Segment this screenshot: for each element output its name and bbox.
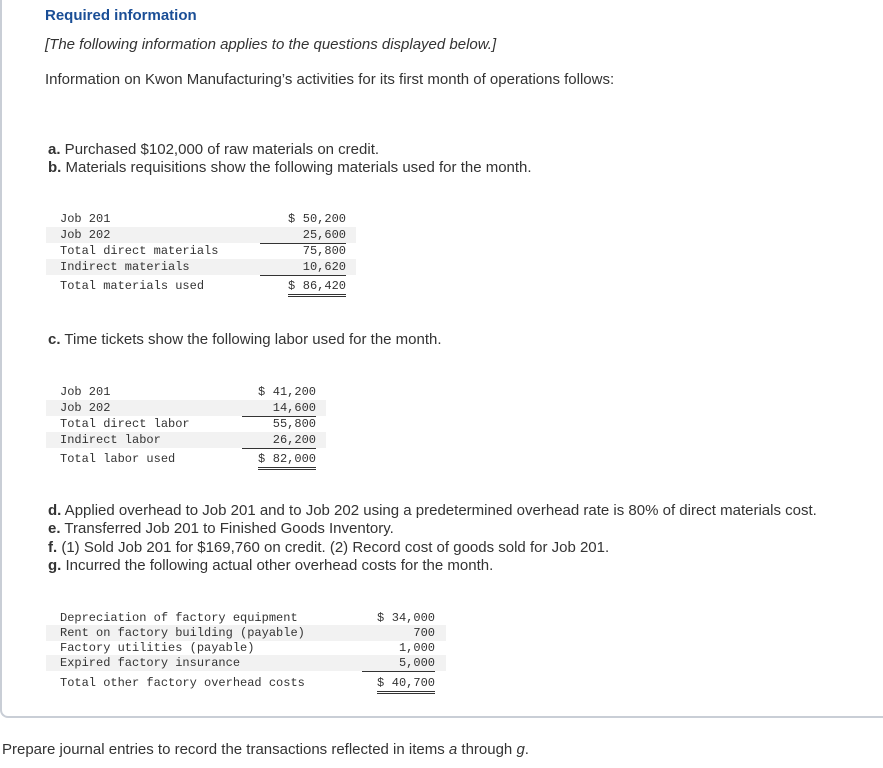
item-a-text: Purchased $102,000 of raw materials on credit.	[60, 141, 380, 158]
currency-symbol: $	[258, 452, 266, 466]
table-row	[46, 243, 356, 259]
amount-value: 41,200	[272, 385, 316, 399]
item-c	[48, 331, 442, 348]
item-d	[48, 502, 817, 519]
amount-value: 34,000	[391, 611, 435, 625]
item-e-text: Transferred Job 201 to Finished Goods Inventory.	[60, 520, 394, 537]
item-g-letter: g.	[48, 557, 62, 574]
item-f	[48, 539, 609, 556]
table-row	[46, 400, 326, 416]
row-label: Job 202	[60, 228, 111, 242]
item-e-letter: e.	[48, 520, 61, 537]
row-label: Total direct labor	[60, 417, 190, 431]
item-g-text: Incurred the following actual other overhead costs for the month.	[61, 557, 494, 574]
instruction-to: g	[516, 741, 525, 758]
row-amount	[260, 227, 346, 244]
item-b	[48, 159, 532, 176]
table-row	[46, 416, 326, 432]
table-row	[46, 227, 356, 243]
amount-value: 1,000	[398, 641, 435, 655]
row-amount	[260, 259, 346, 276]
item-b-letter: b.	[48, 159, 62, 176]
instruction-from: a	[448, 741, 458, 758]
amount-value: 25,600	[302, 228, 346, 242]
row-amount	[258, 451, 316, 470]
table-row-total	[46, 675, 446, 691]
row-label: Indirect materials	[60, 260, 190, 274]
currency-symbol: $	[288, 212, 296, 226]
instruction-middle: through	[457, 741, 517, 758]
applies-note: [The following information applies to the questions displayed below.]	[45, 36, 497, 53]
row-amount	[377, 640, 435, 656]
row-amount	[377, 625, 435, 641]
intro-text: Information on Kwon Manufacturing’s activities for its first month of operations follows:	[45, 71, 615, 88]
row-label: Total materials used	[60, 279, 205, 293]
item-c-text: Time tickets show the following labor used for the month.	[60, 331, 442, 348]
amount-value: 14,600	[272, 401, 316, 415]
instruction-text	[2, 741, 529, 758]
item-g	[48, 557, 493, 574]
row-amount	[258, 416, 316, 432]
row-label: Job 201	[60, 385, 111, 399]
item-d-text: Applied overhead to Job 201 and to Job 202 using a predetermined overhead rate is 80% of direct materials cost.	[61, 502, 817, 519]
table-row	[46, 384, 326, 400]
amount-value: 40,700	[391, 676, 435, 690]
row-amount	[377, 675, 435, 694]
item-c-letter: c.	[48, 331, 61, 348]
row-amount	[242, 432, 316, 449]
currency-symbol: $	[377, 676, 385, 690]
item-a-letter: a.	[48, 141, 61, 158]
table-row	[46, 640, 446, 656]
instruction-prefix: Prepare journal entries to record the transactions reflected in items	[2, 741, 449, 758]
row-label: Job 202	[60, 401, 111, 415]
currency-symbol: $	[377, 611, 385, 625]
row-label: Depreciation of factory equipment	[60, 611, 298, 625]
amount-value: 55,800	[272, 417, 316, 431]
row-label: Expired factory insurance	[60, 656, 241, 670]
item-b-text: Materials requisitions show the following materials used for the month.	[61, 159, 532, 176]
section-heading: Required information	[45, 7, 197, 24]
currency-symbol: $	[258, 385, 266, 399]
row-amount	[362, 655, 435, 672]
row-amount	[377, 610, 435, 626]
table-row-total	[46, 451, 326, 467]
instruction-suffix: .	[524, 741, 529, 758]
row-label: Indirect labor	[60, 433, 161, 447]
row-label: Rent on factory building (payable)	[60, 626, 305, 640]
amount-value: 26,200	[272, 433, 316, 447]
row-label: Factory utilities (payable)	[60, 641, 255, 655]
item-e	[48, 520, 394, 537]
table-row	[46, 211, 356, 227]
row-amount	[288, 243, 346, 259]
row-amount	[288, 278, 346, 297]
table-row-total	[46, 278, 356, 294]
row-label: Total other factory overhead costs	[60, 676, 305, 690]
row-label: Total direct materials	[60, 244, 219, 258]
row-label: Job 201	[60, 212, 111, 226]
amount-value: 50,200	[302, 212, 346, 226]
row-label: Total labor used	[60, 452, 176, 466]
currency-symbol: $	[288, 279, 296, 293]
table-row	[46, 655, 446, 671]
amount-value: 5,000	[398, 656, 435, 670]
amount-value: 86,420	[302, 279, 346, 293]
row-amount	[242, 400, 316, 417]
table-row	[46, 610, 446, 626]
amount-value: 82,000	[272, 452, 316, 466]
row-amount	[258, 384, 316, 400]
amount-value: 700	[413, 626, 435, 640]
item-f-text: (1) Sold Job 201 for $169,760 on credit. (2) Record cost of goods sold for Job 201.	[57, 539, 610, 556]
table-row	[46, 432, 326, 448]
table-row	[46, 259, 356, 275]
item-d-letter: d.	[48, 502, 62, 519]
amount-value: 10,620	[302, 260, 346, 274]
row-amount	[288, 211, 346, 227]
item-a	[48, 141, 379, 158]
table-row	[46, 625, 446, 641]
item-f-letter: f.	[48, 539, 58, 556]
amount-value: 75,800	[302, 244, 346, 258]
